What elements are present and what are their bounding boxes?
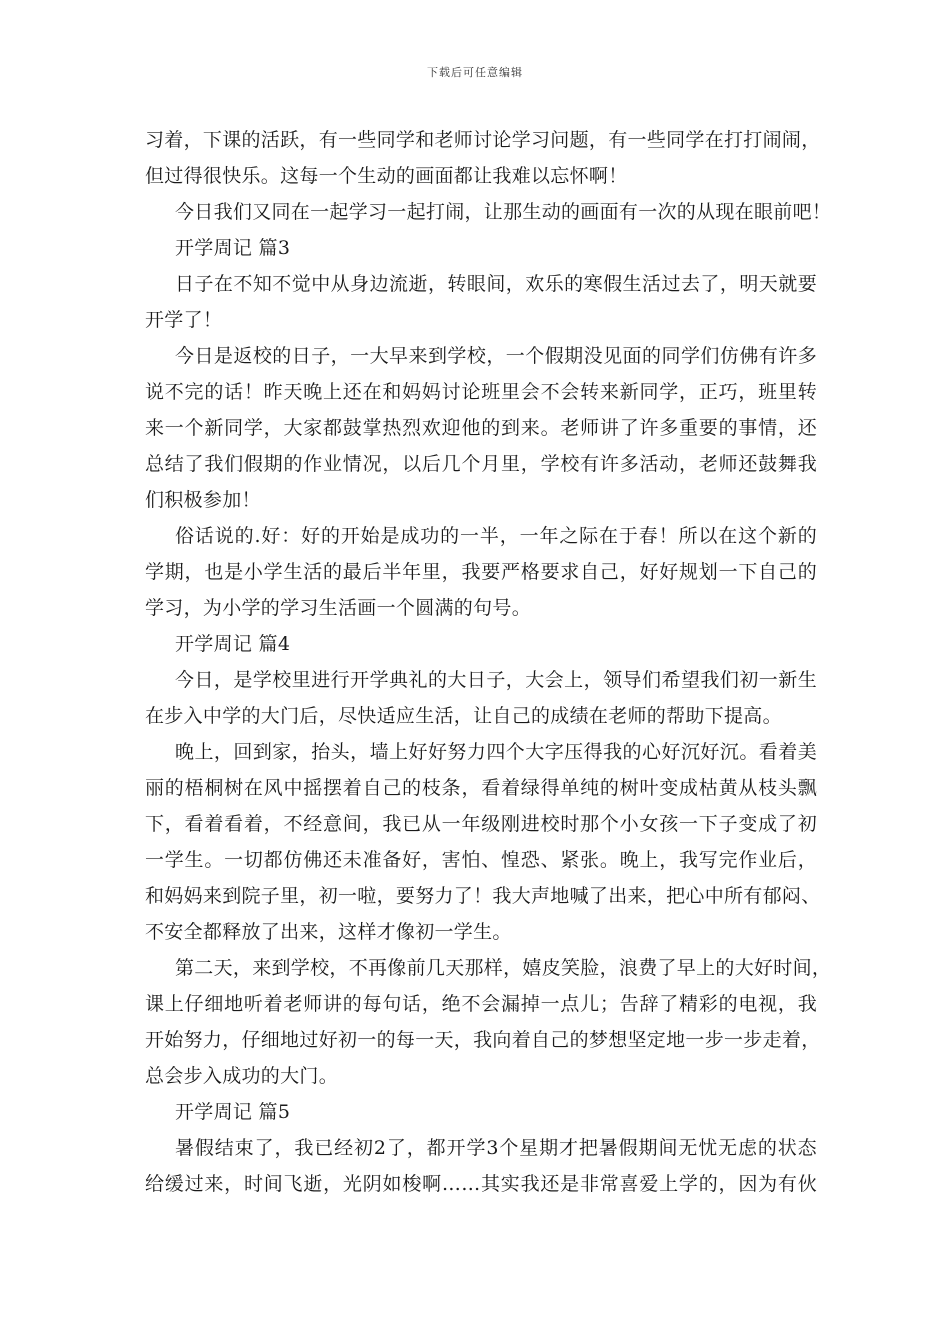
section-heading: 开学周记 篇4 (175, 633, 291, 655)
text-line: 下，看着看着，不经意间，我已从一年级刚进校时那个小女孩一下子变成了初 (145, 813, 817, 835)
text-line: 暑假结束了，我已经初2了，都开学3个星期才把暑假期间无忧无虑的状态 (175, 1137, 817, 1159)
text-line: 开学了！ (145, 309, 223, 331)
text-line: 今日我们又同在一起学习一起打闹，让那生动的画面有一次的从现在眼前吧！ (175, 201, 832, 223)
text-line: 和妈妈来到院子里，初一啦，要努力了！我大声地喊了出来，把心中所有郁闷、 (145, 885, 821, 907)
text-line: 说不完的话！昨天晚上还在和妈妈讨论班里会不会转来新同学，正巧，班里转 (145, 381, 817, 403)
section-heading: 开学周记 篇3 (175, 237, 291, 259)
text-line: 习着，下课的活跃，有一些同学和老师讨论学习问题，有一些同学在打打闹闹， (145, 129, 821, 151)
text-line: 总结了我们假期的作业情况，以后几个月里，学校有许多活动，老师还鼓舞我 (145, 453, 817, 475)
text-line: 在步入中学的大门后，尽快适应生活，让自己的成绩在老师的帮助下提高。 (145, 705, 782, 727)
text-line: 俗话说的.好：好的开始是成功的一半，一年之际在于春！所以在这个新的 (175, 525, 817, 547)
text-line: 第二天，来到学校，不再像前几天那样，嬉皮笑脸，浪费了早上的大好时间， (175, 957, 832, 979)
text-line: 日子在不知不觉中从身边流逝，转眼间，欢乐的寒假生活过去了，明天就要 (175, 273, 817, 295)
text-line: 一学生。一切都仿佛还未准备好，害怕、惶恐、紧张。晚上，我写完作业后， (145, 849, 817, 871)
text-line: 学习，为小学的学习生活画一个圆满的句号。 (145, 597, 532, 619)
text-line: 们积极参加！ (145, 489, 261, 511)
text-line: 不安全都释放了出来，这样才像初一学生。 (145, 921, 512, 943)
text-line: 晚上，回到家，抬头，墙上好好努力四个大字压得我的心好沉好沉。看着美 (175, 741, 817, 763)
text-line: 今日是返校的日子，一大早来到学校，一个假期没见面的同学们仿佛有许多 (175, 345, 817, 367)
text-line: 丽的梧桐树在风中摇摆着自己的枝条，看着绿得单纯的树叶变成枯黄从枝头飘 (145, 777, 817, 799)
text-line: 但过得很快乐。这每一个生动的画面都让我难以忘怀啊！ (145, 165, 628, 187)
page-header-note: 下载后可任意编辑 (427, 66, 523, 79)
section-heading: 开学周记 篇5 (175, 1101, 291, 1123)
text-line: 来一个新同学，大家都鼓掌热烈欢迎他的到来。老师讲了许多重要的事情，还 (145, 417, 817, 439)
text-line: 学期，也是小学生活的最后半年里，我要严格要求自己，好好规划一下自己的 (145, 561, 817, 583)
text-line: 总会步入成功的大门。 (145, 1065, 339, 1087)
text-line: 今日，是学校里进行开学典礼的大日子，大会上，领导们希望我们初一新生 (175, 669, 817, 691)
text-line: 给缓过来，时间飞逝，光阴如梭啊……其实我还是非常喜爱上学的，因为有伙 (145, 1173, 817, 1195)
text-line: 课上仔细地听着老师讲的每句话，绝不会漏掉一点儿；告辞了精彩的电视，我 (145, 993, 817, 1015)
document-body (145, 122, 832, 1202)
text-line: 开始努力，仔细地过好初一的每一天，我向着自己的梦想坚定地一步一步走着， (145, 1029, 821, 1051)
